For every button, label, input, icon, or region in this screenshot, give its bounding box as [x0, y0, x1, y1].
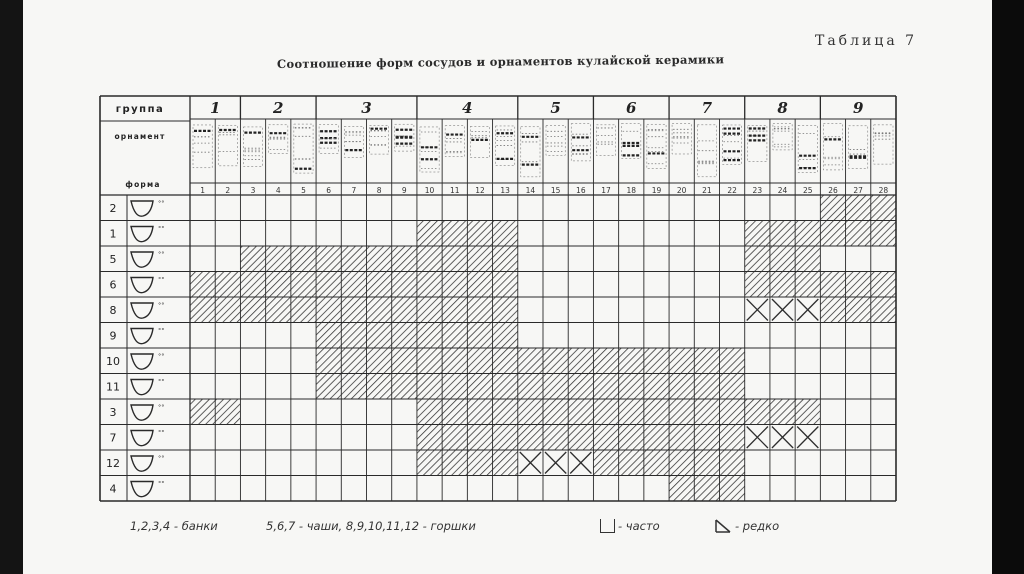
often-cell — [493, 374, 518, 400]
often-cell — [291, 272, 316, 298]
group-number: 6 — [626, 99, 637, 117]
ornament-pattern-icon — [546, 125, 565, 155]
often-cell — [291, 297, 316, 323]
ornament-number: 11 — [449, 186, 460, 195]
svg-text:°°: °° — [158, 428, 165, 437]
form-number: 2 — [109, 202, 117, 215]
svg-text:°°: °° — [158, 352, 165, 360]
form-number: 5 — [109, 253, 117, 266]
often-cell — [493, 272, 518, 298]
form-number: 6 — [109, 278, 117, 292]
often-cell — [367, 323, 392, 349]
group-number: 1 — [209, 99, 221, 117]
svg-text:°°: °° — [158, 377, 165, 386]
ornament-pattern-icon — [445, 126, 464, 157]
form-number: 11 — [106, 380, 120, 394]
often-cell — [720, 374, 745, 400]
rarely-marker-icon — [715, 519, 731, 533]
often-cell — [392, 272, 417, 298]
form-number: 9 — [109, 329, 117, 343]
often-cell — [341, 348, 366, 374]
ornament-pattern-icon — [647, 124, 666, 168]
ornament-number: 21 — [702, 186, 712, 195]
ornament-pattern-icon — [344, 126, 363, 157]
often-cell — [190, 272, 215, 298]
ornament-pattern-icon — [294, 124, 313, 173]
ornament-pattern-icon — [243, 127, 262, 166]
svg-text:°°: °° — [158, 479, 165, 488]
often-cell — [442, 399, 467, 425]
svg-text:°°: °° — [158, 224, 165, 233]
often-cell — [392, 374, 417, 400]
often-cell — [619, 374, 644, 400]
vessel-profile-icon — [131, 378, 165, 395]
often-cell — [493, 246, 518, 272]
often-cell — [795, 272, 820, 298]
often-cell — [316, 348, 341, 374]
table-title: Соотношение форм сосудов и орнаментов кулайской керамики — [276, 52, 725, 71]
svg-text:°°: °° — [158, 275, 165, 284]
often-cell — [871, 195, 896, 221]
ornament-pattern-icon — [596, 125, 615, 156]
often-cell — [316, 374, 341, 400]
group-number: 9 — [852, 99, 864, 117]
ornament-pattern-icon — [218, 125, 237, 166]
often-cell — [266, 246, 291, 272]
svg-text:°°: °° — [158, 199, 165, 207]
ornament-pattern-icon — [874, 125, 893, 164]
ornament-number: 27 — [853, 186, 863, 195]
often-cell — [694, 399, 719, 425]
often-cell — [745, 221, 770, 247]
vessel-profile-icon — [131, 403, 165, 420]
often-cell — [493, 348, 518, 374]
often-cell — [266, 272, 291, 298]
svg-text:°°: °° — [158, 454, 165, 462]
often-cell — [266, 297, 291, 323]
vessel-profile-icon — [131, 454, 165, 471]
often-cell — [820, 195, 845, 221]
ornament-number: 3 — [250, 186, 256, 195]
ornament-pattern-icon — [193, 125, 212, 168]
often-cell — [669, 374, 694, 400]
often-cell — [720, 399, 745, 425]
often-cell — [543, 374, 568, 400]
often-cell — [392, 348, 417, 374]
often-marker-icon — [600, 519, 615, 533]
ornament-number: 10 — [424, 186, 435, 195]
ornament-pattern-icon — [697, 125, 716, 177]
vessel-profile-icon — [131, 301, 165, 318]
ornament-number: 16 — [576, 186, 586, 195]
ornament-pattern-icon — [723, 125, 742, 164]
often-cell — [745, 272, 770, 298]
legend-often: - часто — [618, 519, 660, 533]
often-cell — [417, 374, 442, 400]
form-number: 8 — [109, 304, 117, 317]
form-header: форма — [125, 180, 161, 189]
ornament-number: 1 — [200, 186, 205, 195]
often-cell — [291, 246, 316, 272]
often-cell — [442, 272, 467, 298]
rarely-cell — [772, 427, 793, 449]
often-cell — [871, 221, 896, 247]
often-cell — [467, 374, 492, 400]
often-cell — [694, 476, 719, 502]
often-cell — [442, 425, 467, 451]
often-cell — [417, 272, 442, 298]
vessel-profile-icon — [131, 352, 165, 369]
often-cell — [417, 323, 442, 349]
often-cell — [341, 272, 366, 298]
ornament-number: 22 — [727, 186, 737, 195]
often-cell — [795, 399, 820, 425]
often-cell — [694, 374, 719, 400]
often-cell — [871, 272, 896, 298]
form-number: 12 — [106, 457, 120, 470]
often-cell — [240, 246, 265, 272]
ornament-number: 24 — [777, 186, 788, 195]
legend-rarely: - редко — [735, 519, 780, 533]
often-cell — [644, 450, 669, 476]
ornament-number: 9 — [401, 186, 407, 195]
often-cell — [367, 297, 392, 323]
often-cell — [846, 272, 871, 298]
often-cell — [770, 399, 795, 425]
often-cell — [417, 348, 442, 374]
often-cell — [846, 195, 871, 221]
often-cell — [442, 374, 467, 400]
form-number: 4 — [109, 482, 117, 496]
often-cell — [467, 246, 492, 272]
group-number: 5 — [550, 99, 561, 117]
often-cell — [770, 221, 795, 247]
often-cell — [694, 348, 719, 374]
ornament-pattern-icon — [798, 125, 817, 172]
often-cell — [669, 450, 694, 476]
often-cell — [442, 246, 467, 272]
often-cell — [846, 221, 871, 247]
often-cell — [215, 297, 240, 323]
often-cell — [543, 399, 568, 425]
group-number: 2 — [273, 99, 284, 117]
often-cell — [493, 323, 518, 349]
groups-header: группа — [115, 104, 165, 115]
often-cell — [392, 323, 417, 349]
ornament-pattern-icon — [470, 126, 489, 157]
vessel-profile-icon — [131, 429, 165, 446]
often-cell — [467, 425, 492, 451]
often-cell — [568, 348, 593, 374]
often-cell — [593, 450, 618, 476]
rarely-cell — [747, 299, 768, 321]
often-cell — [215, 399, 240, 425]
group-number: 4 — [462, 99, 473, 117]
often-cell — [341, 246, 366, 272]
often-cell — [442, 323, 467, 349]
often-cell — [215, 272, 240, 298]
often-cell — [568, 425, 593, 451]
often-cell — [543, 425, 568, 451]
ornament-number: 17 — [601, 186, 611, 195]
often-cell — [316, 272, 341, 298]
often-cell — [669, 476, 694, 502]
ornament-number: 15 — [550, 186, 561, 195]
often-cell — [669, 399, 694, 425]
often-cell — [493, 425, 518, 451]
ornament-number: 12 — [475, 186, 485, 195]
often-cell — [493, 221, 518, 247]
often-cell — [745, 399, 770, 425]
ornament-pattern-icon — [672, 124, 691, 154]
ornament-number: 2 — [225, 186, 231, 195]
often-cell — [694, 425, 719, 451]
ornament-number: 23 — [752, 186, 763, 195]
table-number: Таблица 7 — [815, 33, 918, 49]
often-cell — [467, 399, 492, 425]
often-cell — [367, 246, 392, 272]
often-cell — [467, 348, 492, 374]
often-cell — [720, 476, 745, 502]
often-cell — [694, 450, 719, 476]
often-cell — [619, 425, 644, 451]
often-cell — [644, 348, 669, 374]
ornament-number: 13 — [500, 186, 510, 195]
often-cell — [467, 221, 492, 247]
ornament-number: 4 — [275, 186, 281, 195]
rarely-cell — [545, 452, 566, 474]
often-cell — [543, 348, 568, 374]
often-cell — [417, 246, 442, 272]
rarely-cell — [570, 452, 591, 474]
ornament-number: 28 — [878, 186, 889, 195]
often-cell — [669, 348, 694, 374]
vessel-profile-icon — [131, 480, 165, 497]
often-cell — [820, 272, 845, 298]
vessel-profile-icon — [131, 199, 165, 216]
ornament-pattern-icon — [622, 123, 641, 158]
often-cell — [493, 297, 518, 323]
ornament-pattern-icon — [496, 126, 515, 166]
ornament-pattern-icon — [571, 124, 590, 161]
often-cell — [442, 297, 467, 323]
group-number: 3 — [361, 99, 372, 117]
ornament-pattern-icon — [370, 125, 389, 154]
ornament-number: 5 — [301, 186, 306, 195]
often-cell — [518, 425, 543, 451]
often-cell — [316, 323, 341, 349]
form-number: 10 — [106, 355, 120, 368]
ornament-pattern-icon — [420, 127, 439, 172]
vessel-profile-icon — [131, 250, 165, 267]
ornament-pattern-icon — [395, 124, 414, 151]
ornament-pattern-icon — [748, 125, 767, 161]
svg-text:°°: °° — [158, 403, 165, 411]
often-cell — [518, 399, 543, 425]
ornament-number: 18 — [626, 186, 637, 195]
often-cell — [190, 297, 215, 323]
often-cell — [644, 425, 669, 451]
often-cell — [593, 348, 618, 374]
often-cell — [316, 297, 341, 323]
rarely-cell — [747, 427, 768, 449]
often-cell — [770, 272, 795, 298]
legend-jars: 1,2,3,4 - банки — [130, 519, 218, 533]
often-cell — [341, 374, 366, 400]
group-number: 8 — [777, 99, 788, 117]
often-cell — [846, 297, 871, 323]
often-cell — [518, 348, 543, 374]
often-cell — [720, 450, 745, 476]
vessel-profile-icon — [131, 276, 165, 293]
often-cell — [493, 450, 518, 476]
ornament-number: 7 — [351, 186, 357, 195]
often-cell — [820, 221, 845, 247]
often-cell — [367, 348, 392, 374]
often-cell — [316, 246, 341, 272]
ornament-number: 8 — [376, 186, 382, 195]
often-cell — [467, 323, 492, 349]
often-cell — [417, 297, 442, 323]
often-cell — [518, 374, 543, 400]
often-cell — [619, 399, 644, 425]
rarely-cell — [797, 299, 818, 321]
often-cell — [493, 399, 518, 425]
often-cell — [367, 272, 392, 298]
group-number: 7 — [701, 99, 713, 117]
often-cell — [417, 221, 442, 247]
often-cell — [871, 297, 896, 323]
often-cell — [568, 374, 593, 400]
ornament-number: 20 — [676, 186, 687, 195]
form-number: 3 — [109, 406, 117, 419]
legend-cups-pots: 5,6,7 - чаши, 8,9,10,11,12 - горшки — [266, 519, 476, 533]
often-cell — [593, 425, 618, 451]
often-cell — [467, 450, 492, 476]
vessel-profile-icon — [131, 327, 165, 344]
rarely-cell — [797, 427, 818, 449]
ornament-number: 19 — [651, 186, 662, 195]
ornament-number: 26 — [828, 186, 838, 195]
vessel-profile-icon — [131, 225, 165, 242]
ornament-pattern-icon — [269, 125, 288, 154]
often-cell — [417, 399, 442, 425]
form-number: 7 — [109, 431, 117, 445]
often-cell — [644, 374, 669, 400]
often-cell — [442, 348, 467, 374]
often-cell — [568, 399, 593, 425]
ornament-pattern-icon — [823, 124, 842, 170]
ornament-pattern-icon — [521, 127, 540, 177]
svg-text:°°: °° — [158, 301, 165, 309]
often-cell — [467, 272, 492, 298]
ornament-pattern-icon — [319, 125, 338, 154]
often-cell — [341, 297, 366, 323]
often-cell — [190, 399, 215, 425]
often-cell — [392, 246, 417, 272]
often-cell — [240, 272, 265, 298]
often-cell — [820, 297, 845, 323]
often-cell — [367, 374, 392, 400]
often-cell — [341, 323, 366, 349]
often-cell — [720, 425, 745, 451]
often-cell — [593, 374, 618, 400]
often-cell — [593, 399, 618, 425]
often-cell — [795, 221, 820, 247]
often-cell — [442, 221, 467, 247]
ornament-number: 25 — [802, 186, 813, 195]
often-cell — [720, 348, 745, 374]
often-cell — [745, 246, 770, 272]
rarely-cell — [520, 452, 541, 474]
svg-text:°°: °° — [158, 250, 165, 258]
often-cell — [417, 425, 442, 451]
often-cell — [669, 425, 694, 451]
often-cell — [442, 450, 467, 476]
form-number: 1 — [109, 227, 117, 241]
often-cell — [417, 450, 442, 476]
ornament-number: 14 — [525, 186, 536, 195]
often-cell — [644, 399, 669, 425]
svg-text:°°: °° — [158, 326, 165, 335]
ornament-header: орнамент — [114, 132, 166, 141]
ornament-number: 6 — [326, 186, 332, 195]
ornament-pattern-icon — [773, 124, 792, 150]
often-cell — [795, 246, 820, 272]
often-cell — [770, 246, 795, 272]
often-cell — [619, 450, 644, 476]
often-cell — [467, 297, 492, 323]
often-cell — [619, 348, 644, 374]
ornament-pattern-icon — [849, 126, 868, 169]
rarely-cell — [772, 299, 793, 321]
often-cell — [392, 297, 417, 323]
often-cell — [240, 297, 265, 323]
